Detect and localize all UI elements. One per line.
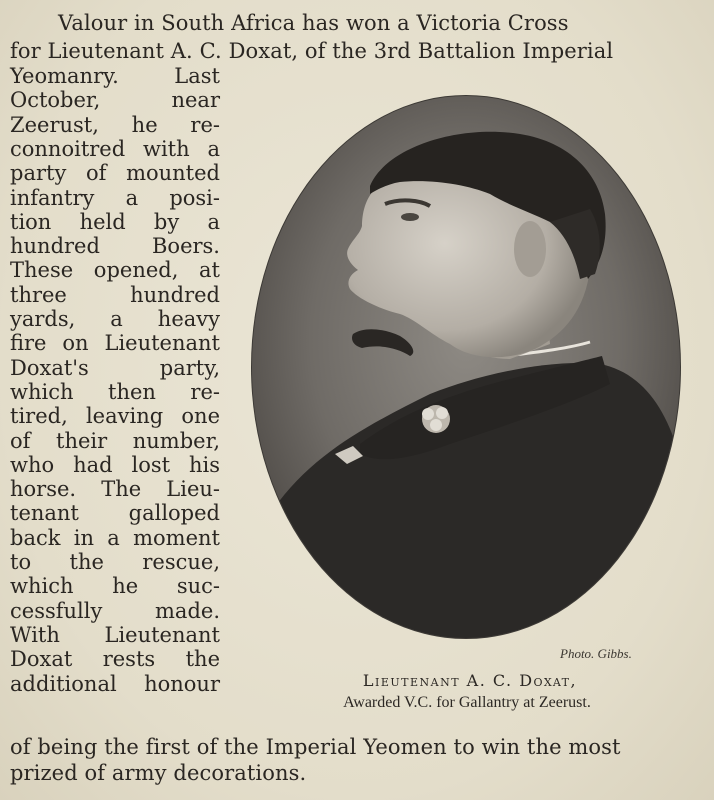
column-line: October, near [10,88,220,113]
column-line: Doxat rests the [10,647,220,672]
closing-line-1: of being the first of the Imperial Yeomen to win the most [10,735,621,759]
column-line: of their number, [10,428,220,453]
column-line: which he suc- [10,574,220,599]
column-line: tenant galloped [10,501,220,526]
column-line: Yeomanry. Last [10,64,220,88]
column-line: With Lieutenant [10,622,220,647]
column-line: fire on Lieutenant [10,331,220,356]
column-line: infantry a posi- [10,185,220,210]
column-line: Zeerust, he re- [10,112,220,137]
column-line: horse. The Lieu- [10,477,220,502]
caption-name: Lieutenant A. C. Doxat, [362,671,578,690]
column-line: cessfully made. [10,598,220,623]
portrait-photo [250,94,682,640]
opening-line-1: Valour in South Africa has won a Victoria Cross [58,11,569,35]
column-line: which then re- [10,379,220,404]
column-line: Doxat's party, [10,355,220,380]
column-line: who had lost his [10,452,220,477]
column-line: additional honour [10,671,220,696]
opening-line-2: for Lieutenant A. C. Doxat, of the 3rd Battalion Imperial [10,39,614,63]
column-line: back in a moment [10,525,220,550]
column-line: party of mounted [10,161,220,186]
caption-subtitle: Awarded V.C. for Gallantry at Zeerust. [343,694,591,711]
column-line: yards, a heavy [10,307,220,331]
column-line: three hundred [10,282,220,307]
column-line: connoitred with a [10,136,220,161]
column-line: tired, leaving one [10,404,220,429]
photo-credit: Photo. Gibbs. [560,646,632,661]
column-line: hundred Boers. [10,234,220,259]
column-line: tion held by a [10,209,220,234]
column-line: to the rescue, [10,550,220,574]
column-line: These opened, at [10,258,220,283]
closing-line-2: prized of army decorations. [10,761,307,785]
